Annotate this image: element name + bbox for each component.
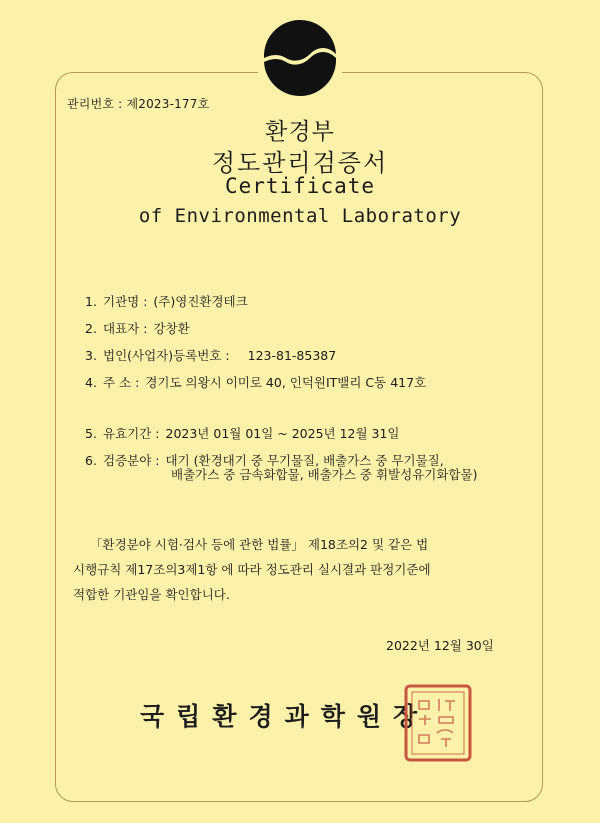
official-seal-icon bbox=[403, 683, 473, 763]
field-institution-name bbox=[85, 292, 248, 310]
field-label: 검증분야 : bbox=[103, 453, 160, 468]
certificate-title-en-line1: Certificate bbox=[224, 174, 376, 198]
field-number: 1. bbox=[85, 294, 97, 309]
field-representative bbox=[85, 319, 190, 337]
field-address bbox=[85, 373, 426, 391]
field-value: 2023년 01월 01일 ~ 2025년 12월 31일 bbox=[165, 426, 400, 441]
field-value: 123-81-85387 bbox=[247, 348, 337, 363]
field-value: (주)영진환경테크 bbox=[153, 294, 248, 309]
field-registration-number bbox=[85, 346, 336, 364]
field-number: 2. bbox=[85, 321, 97, 336]
field-label: 법인(사업자)등록번호 : bbox=[103, 348, 230, 363]
field-validity-period bbox=[85, 424, 400, 442]
statement-line-3: 적합한 기관임을 확인합니다. bbox=[73, 587, 230, 602]
field-value: 강창환 bbox=[153, 321, 190, 336]
field-verification-scope-line2: 배출가스 중 금속화합물, 배출가스 중 휘발성유기화합물) bbox=[171, 467, 478, 482]
issue-date: 2022년 12월 30일 bbox=[386, 638, 494, 653]
ministry-title: 환경부 bbox=[265, 119, 335, 145]
statement-line-1: 「환경분야 시험·검사 등에 관한 법률」 제18조의2 및 같은 법 bbox=[90, 537, 429, 552]
field-value: 대기 (환경대기 중 무기물질, 배출가스 중 무기물질, bbox=[165, 453, 444, 468]
field-label: 대표자 : bbox=[103, 321, 148, 336]
government-emblem-icon bbox=[258, 14, 342, 98]
field-number: 4. bbox=[85, 375, 97, 390]
field-label: 주 소 : bbox=[103, 375, 140, 390]
field-number: 5. bbox=[85, 426, 97, 441]
issuer-name: 국립환경과학원장 bbox=[140, 702, 430, 731]
field-number: 3. bbox=[85, 348, 97, 363]
field-value: 경기도 의왕시 이미로 40, 인덕원IT밸리 C동 417호 bbox=[145, 375, 427, 390]
field-label: 기관명 : bbox=[103, 294, 148, 309]
certificate-title-en-line2: of Environmental Laboratory bbox=[138, 205, 462, 227]
field-label: 유효기간 : bbox=[103, 426, 160, 441]
field-number: 6. bbox=[85, 453, 97, 468]
management-number: 관리번호 : 제2023-177호 bbox=[67, 97, 210, 111]
statement-line-2: 시행규칙 제17조의3제1항 에 따라 정도관리 실시결과 판정기준에 bbox=[73, 562, 431, 577]
certificate-title-ko: 정도관리검증서 bbox=[211, 149, 389, 177]
